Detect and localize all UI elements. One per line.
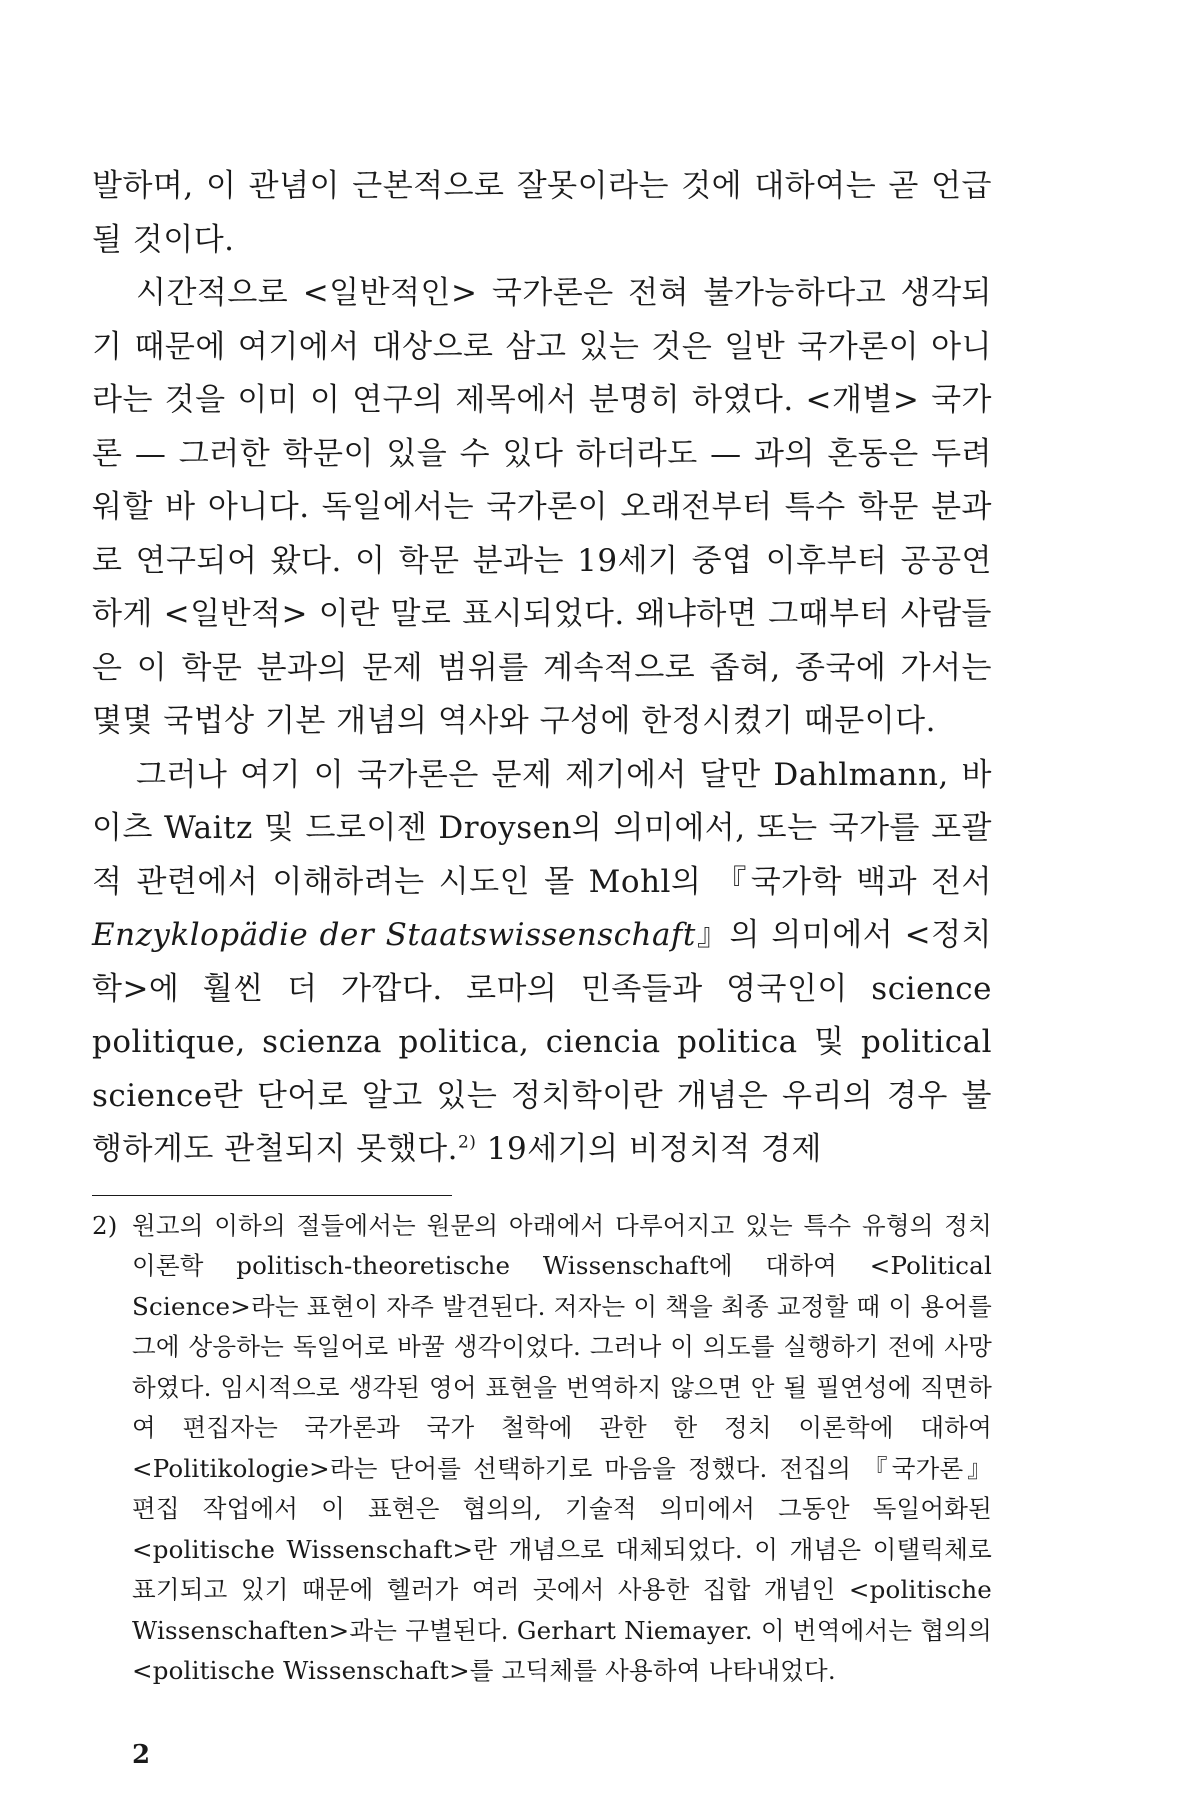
page-number: 2 [132,1740,151,1770]
paragraph-2: 시간적으로 <일반적인> 국가론은 전혀 불가능하다고 생각되기 때문에 여기에서 대상으로 삼고 있는 것은 일반 국가론이 아니라는 것을 이미 이 연구의 제목에서 분명히 하였다. <개별> 국가론 — 그러한 학문이 있을 수 있다 하더라도 — 과의 혼동은 두려워할 바 아니다. 독일에서는 국가론이 오래전부터 특수 학문 분과로 연구되어 왔다. 이 학문 분과는 19세기 중엽 이후부터 공공연하게 <일반적> 이란 말로 표시되었다. 왜냐하면 그때부터 사람들은 이 학문 분과의 문제 범위를 계속적으로 좁혀, 종국에 가서는 몇몇 국법상 기본 개념의 역사와 구성에 한정시켰기 때문이다. [92,275,992,739]
paragraph-3-part-c: 19세기의 비정치적 경제 [476,1131,822,1167]
main-text [92,160,992,1177]
footnote-divider [92,1195,452,1196]
paragraph-3 [92,749,992,1177]
footnote-reference[interactable]: 2) [457,1132,477,1153]
paragraph-3-part-b: 』의 의미에서 <정치학>에 훨씬 더 가깝다. 로마의 민족들과 영국인이 science politique, scienza politica, ciencia politica 및 political science란 단어로 알고 있는 정치학이란 개념은 우리의 경우 불행하게도 관철되지 못했다. [92,917,993,1167]
footnote-text: 원고의 이하의 절들에서는 원문의 아래에서 다루어지고 있는 특수 유형의 정치 이론학 politisch-theoretische Wissenschaft에 대하여 <Political Science>라는 표현이 자주 발견된다. 저자는 이 책을 최종 교정할 때 이 용어를 그에 상응하는 독일어로 바꿀 생각이었다. 그러나 이 의도를 실행하기 전에 사망하였다. 임시적으로 생각된 영어 표현을 번역하지 않으면 안 될 필연성에 직면하여 편집자는 국가론과 국가 철학에 관한 한 정치 이론학에 대하여 <Politikologie>라는 단어를 선택하기로 마음을 정했다. 전집의 『국가론』 편집 작업에서 이 표현은 협의의, 기술적 의미에서 그동안 독일어화된 <politische Wissenschaft>란 개념으로 대체되었다. 이 개념은 이탤릭체로 표기되고 있기 때문에 헬러가 여러 곳에서 사용한 집합 개념인 <politische Wissenschaften>과는 구별된다. Gerhart Niemayer. 이 번역에서는 협의의 <politische Wissenschaft>를 고딕체를 사용하여 나타내었다. [132,1210,992,1685]
paragraph-3-part-a: 그러나 여기 이 국가론은 문제 제기에서 달만 Dahlmann, 바이츠 Waitz 및 드로이젠 Droysen의 의미에서, 또는 국가를 포괄적 관련에서 이해하려는 시도인 몰 Mohl의 『국가학 백과 전서 [92,756,992,900]
paragraph-1: 발하며, 이 관념이 근본적으로 잘못이라는 것에 대하여는 곧 언급될 것이다. [92,168,992,258]
footnote-mark: 2) [92,1210,118,1240]
book-page [92,160,993,1770]
book-title-italic: Enzyklopädie der Staatswissenschaft [92,917,696,953]
footnote [92,1206,992,1692]
